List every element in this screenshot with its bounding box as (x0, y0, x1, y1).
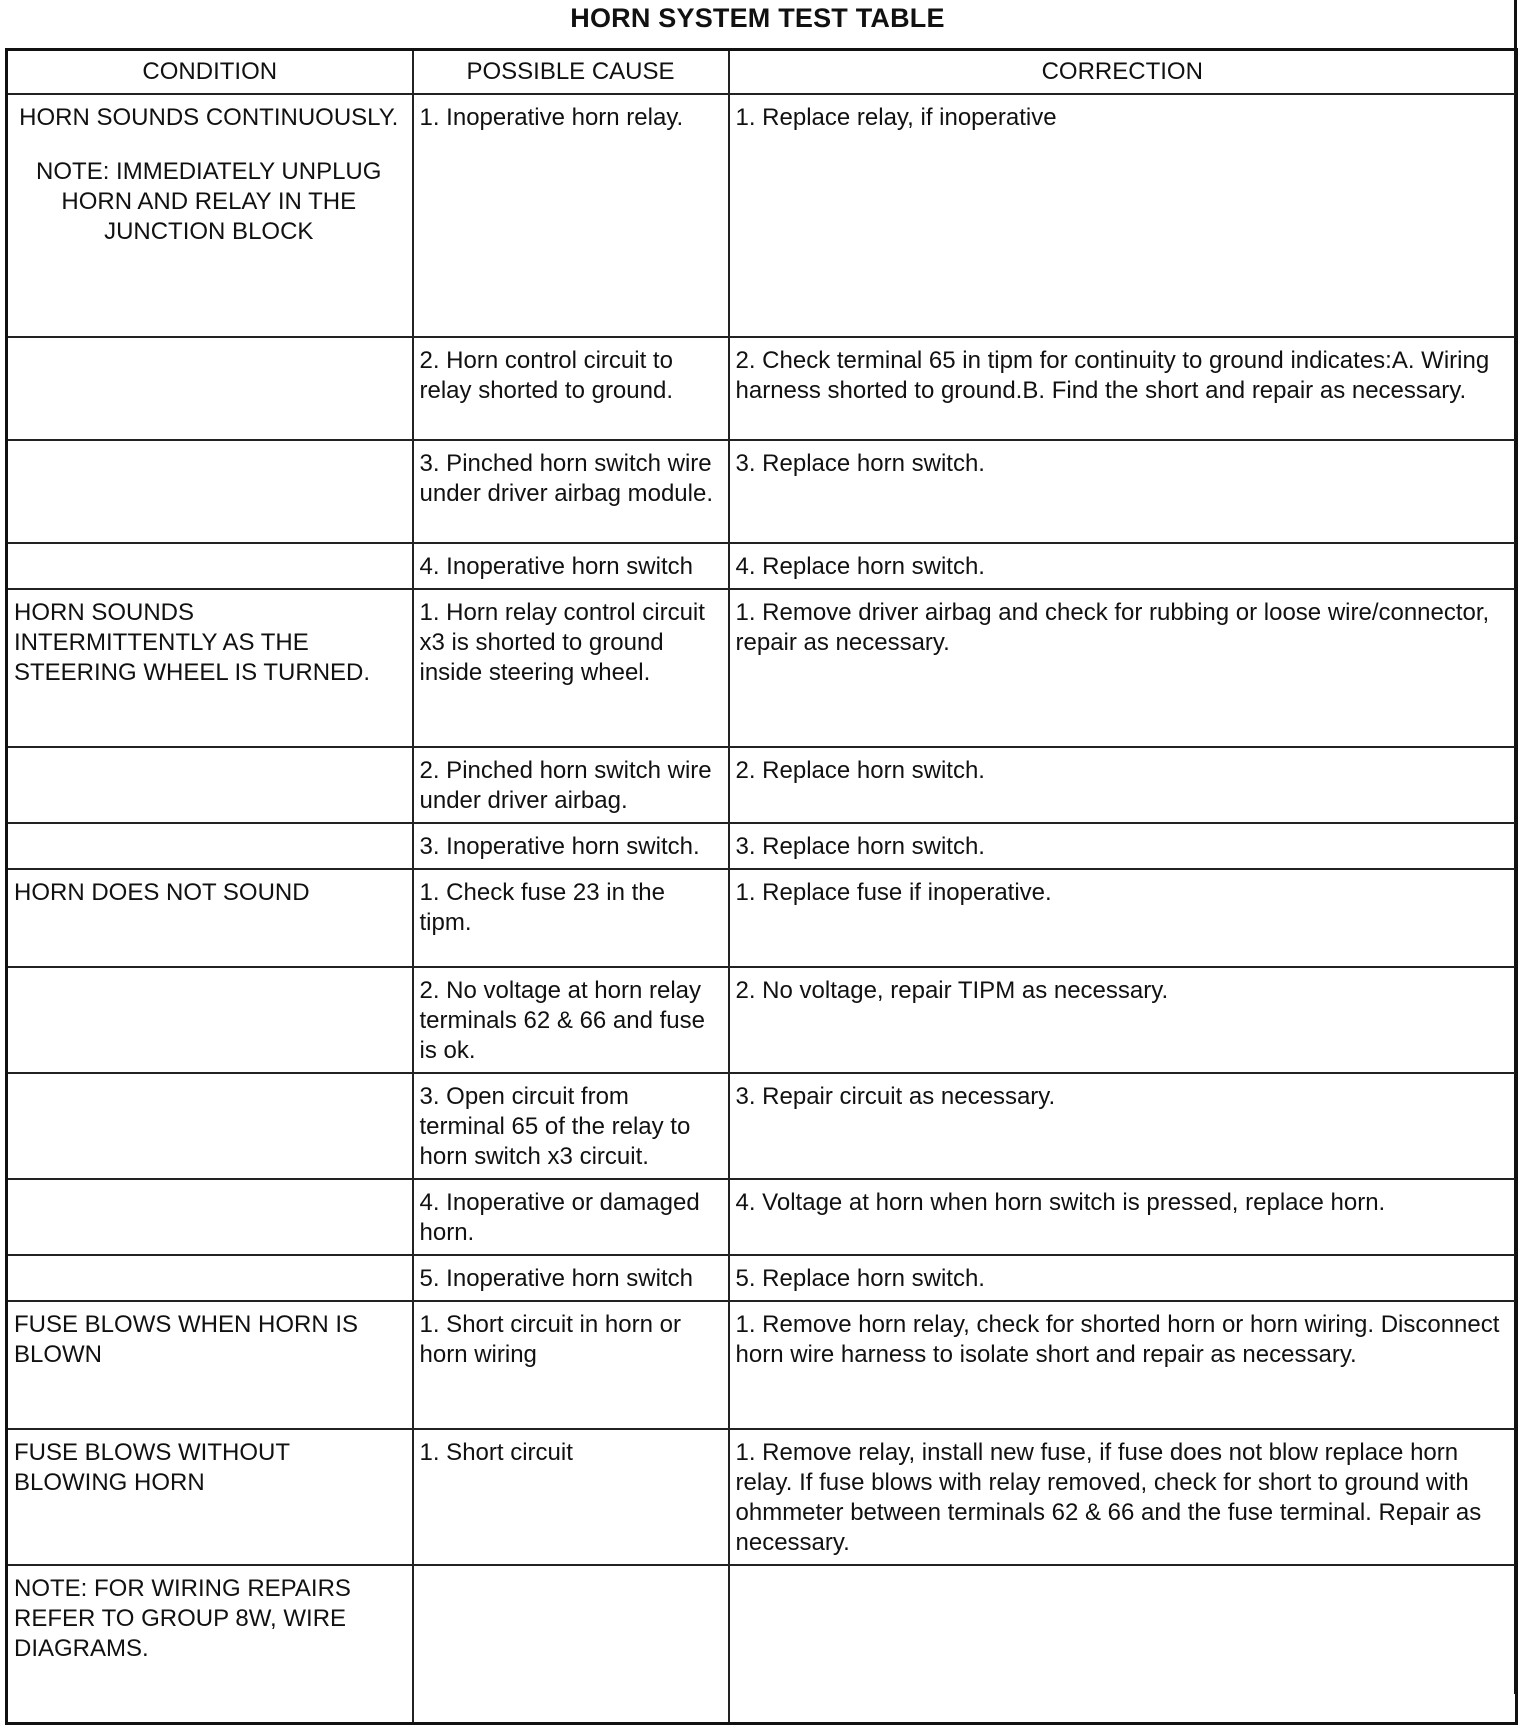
condition-cell (7, 94, 413, 337)
table-row (7, 1301, 1517, 1429)
correction-cell: 1. Remove relay, install new fuse, if fuse does not blow replace horn relay. If fuse blows with relay removed, check for short to ground with ohmmeter between terminals 62 & 66 and the fuse terminal. Repair as necessary. (729, 1429, 1517, 1565)
condition-cell (7, 440, 413, 543)
condition-cell (7, 1179, 413, 1255)
correction-cell: 2. No voltage, repair TIPM as necessary. (729, 967, 1517, 1073)
table-row (7, 1565, 1517, 1723)
correction-cell: 1. Replace relay, if inoperative (729, 94, 1517, 337)
correction-cell (729, 1565, 1517, 1723)
table-row (7, 869, 1517, 967)
condition-cell: NOTE: FOR WIRING REPAIRS REFER TO GROUP 8W, WIRE DIAGRAMS. (7, 1565, 413, 1723)
cause-cell: 4. Inoperative or damaged horn. (413, 1179, 729, 1255)
condition-cell (7, 1255, 413, 1301)
cause-cell: 2. Pinched horn switch wire under driver airbag. (413, 747, 729, 823)
correction-cell: 3. Replace horn switch. (729, 823, 1517, 869)
table-row (7, 337, 1517, 440)
table-row (7, 1255, 1517, 1301)
correction-cell: 1. Remove horn relay, check for shorted horn or horn wiring. Disconnect horn wire harness to isolate short and repair as necessary. (729, 1301, 1517, 1429)
table-row (7, 1429, 1517, 1565)
cause-cell: 1. Horn relay control circuit x3 is shorted to ground inside steering wheel. (413, 589, 729, 747)
correction-cell: 5. Replace horn switch. (729, 1255, 1517, 1301)
correction-cell: 3. Replace horn switch. (729, 440, 1517, 543)
cause-cell: 1. Short circuit (413, 1429, 729, 1565)
cause-cell: 5. Inoperative horn switch (413, 1255, 729, 1301)
correction-cell: 3. Repair circuit as necessary. (729, 1073, 1517, 1179)
horn-test-table (5, 48, 1518, 1725)
table-row (7, 440, 1517, 543)
condition-cell: FUSE BLOWS WHEN HORN IS BLOWN (7, 1301, 413, 1429)
table-row (7, 589, 1517, 747)
condition-cell (7, 337, 413, 440)
condition-cell: HORN DOES NOT SOUND (7, 869, 413, 967)
condition-cell: FUSE BLOWS WITHOUT BLOWING HORN (7, 1429, 413, 1565)
correction-cell: 2. Check terminal 65 in tipm for continuity to ground indicates:A. Wiring harness shorted to ground.B. Find the short and repair as necessary. (729, 337, 1517, 440)
condition-note: NOTE: IMMEDIATELY UNPLUG HORN AND RELAY IN THE JUNCTION BLOCK (36, 158, 382, 245)
table-row (7, 543, 1517, 589)
condition-cell (7, 543, 413, 589)
table-row (7, 94, 1517, 337)
condition-cell: HORN SOUNDS INTERMITTENTLY AS THE STEERING WHEEL IS TURNED. (7, 589, 413, 747)
cause-cell: 1. Check fuse 23 in the tipm. (413, 869, 729, 967)
header-correction: CORRECTION (729, 50, 1517, 95)
table-row (7, 1073, 1517, 1179)
cause-cell (413, 1565, 729, 1723)
table-row (7, 1179, 1517, 1255)
correction-cell: 4. Voltage at horn when horn switch is pressed, replace horn. (729, 1179, 1517, 1255)
cause-cell: 2. Horn control circuit to relay shorted to ground. (413, 337, 729, 440)
condition-text: HORN SOUNDS CONTINUOUSLY. (19, 104, 399, 131)
cause-cell: 3. Pinched horn switch wire under driver airbag module. (413, 440, 729, 543)
correction-cell: 1. Remove driver airbag and check for rubbing or loose wire/connector, repair as necessary. (729, 589, 1517, 747)
header-condition: CONDITION (7, 50, 413, 95)
table-row (7, 823, 1517, 869)
correction-cell: 4. Replace horn switch. (729, 543, 1517, 589)
header-possible-cause: POSSIBLE CAUSE (413, 50, 729, 95)
condition-cell (7, 747, 413, 823)
cause-cell: 1. Inoperative horn relay. (413, 94, 729, 337)
page-title: HORN SYSTEM TEST TABLE (570, 3, 945, 33)
table-row (7, 967, 1517, 1073)
condition-cell (7, 967, 413, 1073)
condition-cell (7, 1073, 413, 1179)
table-row (7, 747, 1517, 823)
correction-cell: 2. Replace horn switch. (729, 747, 1517, 823)
cause-cell: 3. Inoperative horn switch. (413, 823, 729, 869)
cause-cell: 3. Open circuit from terminal 65 of the relay to horn switch x3 circuit. (413, 1073, 729, 1179)
condition-cell (7, 823, 413, 869)
correction-cell: 1. Replace fuse if inoperative. (729, 869, 1517, 967)
table-header-row (7, 50, 1517, 95)
cause-cell: 4. Inoperative horn switch (413, 543, 729, 589)
cause-cell: 2. No voltage at horn relay terminals 62 & 66 and fuse is ok. (413, 967, 729, 1073)
cause-cell: 1. Short circuit in horn or horn wiring (413, 1301, 729, 1429)
